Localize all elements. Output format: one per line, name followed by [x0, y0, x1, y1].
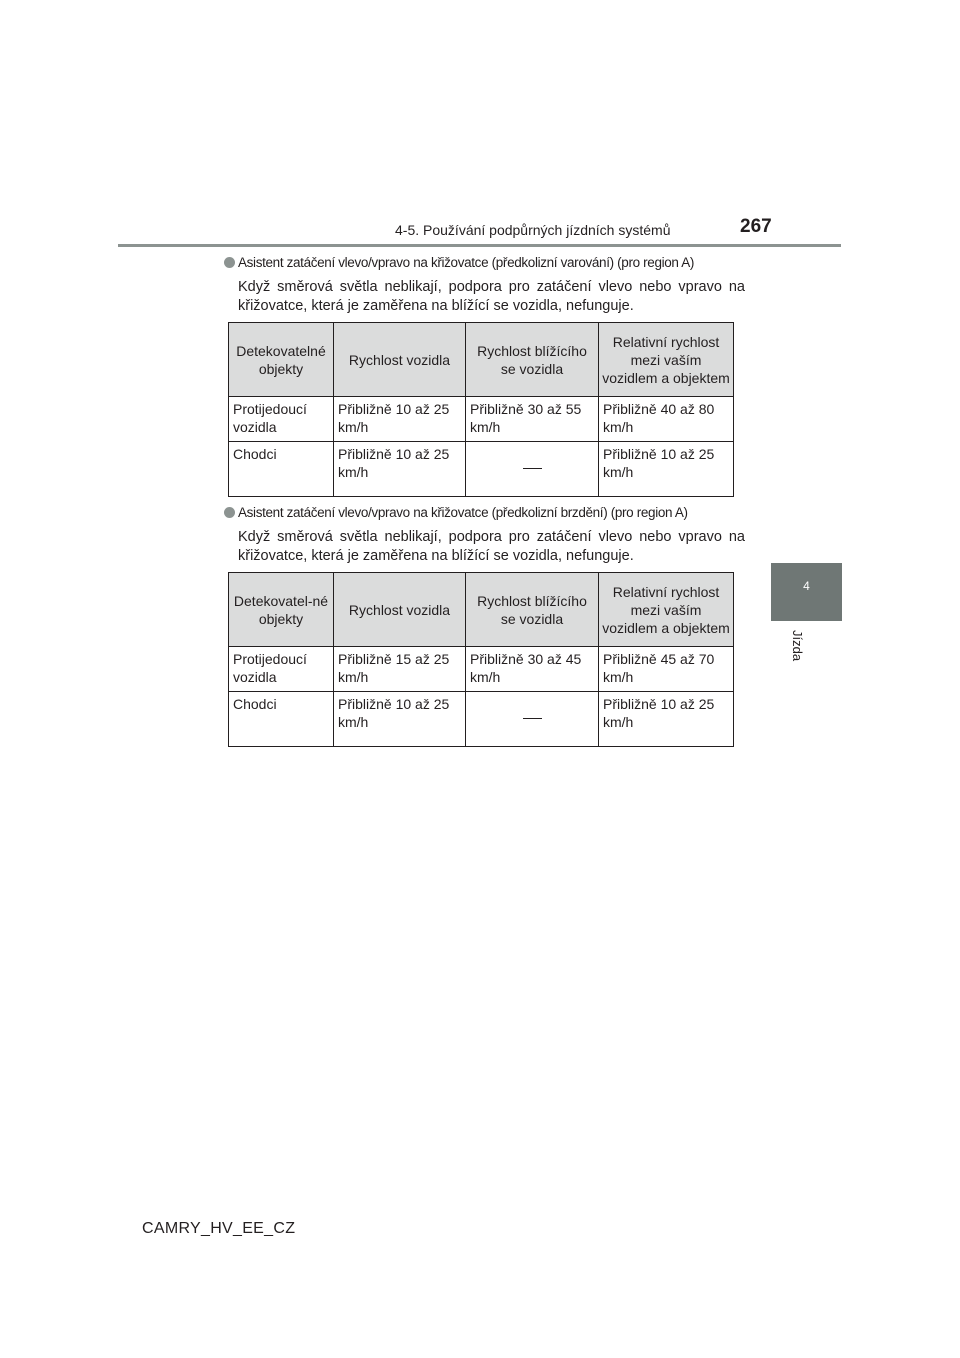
section-title: 4-5. Používání podpůrných jízdních systémů	[395, 222, 671, 238]
empty-cell	[466, 442, 599, 497]
chapter-label-text: Jízda	[790, 630, 805, 662]
table-row	[229, 442, 734, 497]
table-row	[229, 692, 734, 747]
table-cell: Protijedoucí vozidla	[229, 647, 334, 692]
table-cell: Přibližně 30 až 55 km/h	[466, 397, 599, 442]
bullet-heading-1	[224, 255, 694, 270]
chapter-label	[790, 630, 805, 670]
table-cell: Přibližně 10 až 25 km/h	[334, 692, 466, 747]
chapter-number: 4	[803, 579, 810, 593]
header-divider	[118, 244, 841, 247]
table-cell: Protijedoucí vozidla	[229, 397, 334, 442]
table-cell: Přibližně 40 až 80 km/h	[599, 397, 734, 442]
table-cell: Přibližně 15 až 25 km/h	[334, 647, 466, 692]
bullet-text-1: Asistent zatáčení vlevo/vpravo na křižovatce (předkolizní varování) (pro region A)	[238, 255, 695, 270]
dash-icon	[523, 468, 542, 469]
table-row	[229, 397, 734, 442]
bullet-dot-icon	[224, 257, 235, 268]
table-cell: Přibližně 10 až 25 km/h	[334, 397, 466, 442]
header-cell: Rychlost blížícího se vozidla	[466, 323, 599, 397]
bullet-heading-2	[224, 505, 688, 520]
table-header-row	[229, 573, 734, 647]
dash-icon	[523, 718, 542, 719]
table-cell: Přibližně 10 až 25 km/h	[599, 692, 734, 747]
table-row	[229, 647, 734, 692]
chapter-tab[interactable]	[771, 563, 842, 621]
table-cell: Přibližně 45 až 70 km/h	[599, 647, 734, 692]
speed-table-1	[228, 322, 734, 497]
header-cell: Detekovatel-né objekty	[229, 573, 334, 647]
header-cell: Rychlost blížícího se vozidla	[466, 573, 599, 647]
header-cell: Relativní rychlost mezi vaším vozidlem a objektem	[599, 573, 734, 647]
empty-cell	[466, 692, 599, 747]
header-cell: Detekovatelné objekty	[229, 323, 334, 397]
header-cell: Rychlost vozidla	[334, 323, 466, 397]
bullet-text-2: Asistent zatáčení vlevo/vpravo na křižovatce (předkolizní brzdění) (pro region A)	[238, 505, 688, 520]
page-number: 267	[740, 216, 772, 237]
paragraph-1: Když směrová světla neblikají, podpora pro zatáčení vlevo nebo vpravo na křižovatce, která je zaměřena na blížící se vozidla, nefunguje.	[238, 279, 745, 314]
header-cell: Relativní rychlost mezi vaším vozidlem a objektem	[599, 323, 734, 397]
table-cell: Přibližně 10 až 25 km/h	[334, 442, 466, 497]
table-cell: Chodci	[229, 442, 334, 497]
table-cell: Přibližně 30 až 45 km/h	[466, 647, 599, 692]
table-cell: Chodci	[229, 692, 334, 747]
document-code: CAMRY_HV_EE_CZ	[142, 1220, 296, 1237]
header-cell: Rychlost vozidla	[334, 573, 466, 647]
speed-table-2	[228, 572, 734, 747]
paragraph-2: Když směrová světla neblikají, podpora pro zatáčení vlevo nebo vpravo na křižovatce, která je zaměřena na blížící se vozidla, nefunguje.	[238, 529, 745, 564]
table-cell: Přibližně 10 až 25 km/h	[599, 442, 734, 497]
table-header-row	[229, 323, 734, 397]
bullet-dot-icon	[224, 507, 235, 518]
